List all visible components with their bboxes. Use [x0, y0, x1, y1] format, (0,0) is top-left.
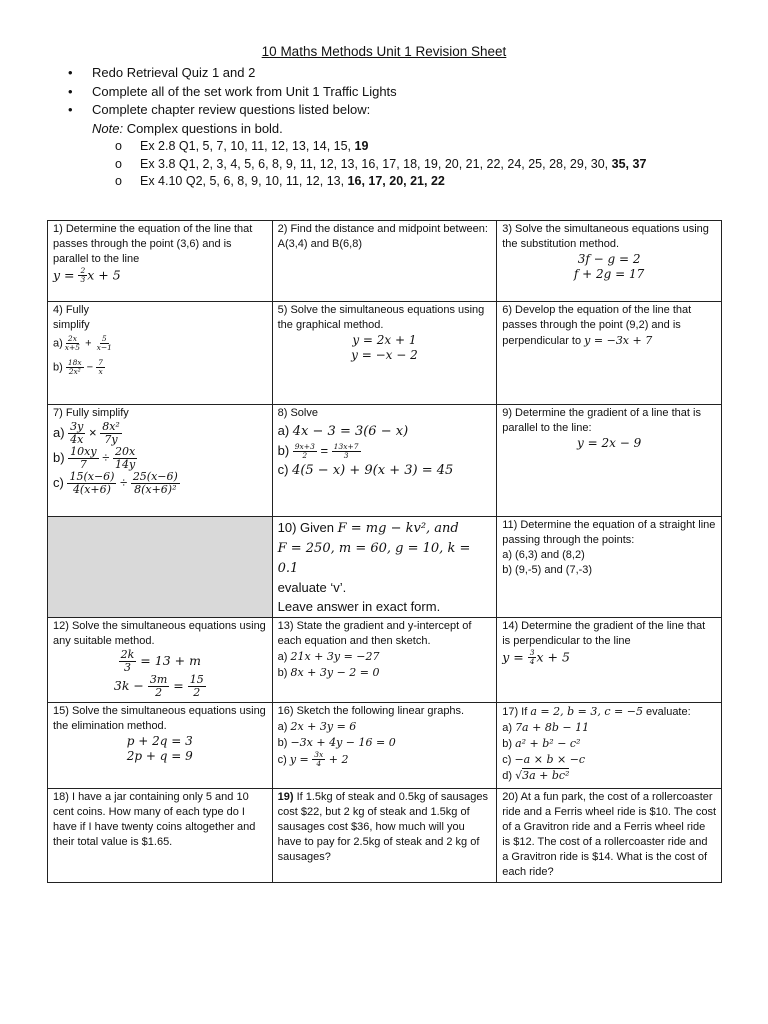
question-cell-19: 19) If 1.5kg of steak and 0.5kg of sausages cost $22, but 2 kg of steak and 1.5kg of sausages cost $36, how much will you have to pay for 2.5kg of steak and 2 kg of sausages? [272, 789, 497, 883]
question-cell-2: 2) Find the distance and midpoint between: A(3,4) and B(6,8) [272, 221, 497, 302]
question-cell-8: 8) Solve a) 4x − 3 = 3(6 − x) b) $\frac{9x+3}{2}$ = $\frac{13x+7}{3}$ c) 4(5 − x) + 9(x + 3) = 45 [272, 405, 497, 517]
question-cell-13: 13) State the gradient and y-intercept of each equation and then sketch. a) 21x + 3y = −27 b) 8x + 3y − 2 = 0 [272, 618, 497, 703]
questions-table [47, 220, 722, 883]
instructions-list [68, 64, 646, 191]
question-cell-11: 11) Determine the equation of a straight line passing through the points: a) (6,3) and (8,2) b) (9,-5) and (7,-3) [497, 517, 722, 618]
blank-cell [48, 517, 273, 618]
question-cell-7: 7) Fully simplify a) $\frac{3y}{4x}$ × $\frac{\text{8x²}}{7y}$ b) $\frac{10xy}{7}$ ÷ $\frac{20x}{14y}$ c) $\frac{15(x-6)}{4(x+6)}$ ÷ $\frac{25(x-6)}{\text{8(x+6)²}}$ [48, 405, 273, 517]
exercise-item: o Ex 2.8 Q1, 5, 7, 10, 11, 12, 13, 14, 15, 19 [115, 139, 369, 153]
question-cell-6: 6) Develop the equation of the line that passes through the point (9,2) and is perpendicular to y = −3x + 7 [497, 302, 722, 405]
question-cell-3: 3) Solve the simultaneous equations using the substitution method. 3f − g = 2 f + 2g = 17 [497, 221, 722, 302]
list-item: • Redo Retrieval Quiz 1 and 2 [68, 65, 256, 80]
question-cell-5: 5) Solve the simultaneous equations using the graphical method. y = 2x + 1 y = −x − 2 [272, 302, 497, 405]
question-cell-9: 9) Determine the gradient of a line that is parallel to the line: y = 2x − 9 [497, 405, 722, 517]
list-item: • Complete all of the set work from Unit 1 Traffic Lights [68, 83, 397, 99]
question-cell-12: 12) Solve the simultaneous equations using any suitable method. $\frac{2k}{3}$ = 13 + m 3k − $\frac{3m}{2}$ = $\frac{15}{2}$ [48, 618, 273, 703]
question-cell-15: 15) Solve the simultaneous equations using the elimination method. p + 2q = 3 2p + q = 9 [48, 703, 273, 789]
list-item: • Complete chapter review questions listed below: [68, 102, 371, 117]
question-cell-10: 10) Given F = mg − kv², and F = 250, m = 60, g = 10, k = 0.1 evaluate ‘v’. Leave answer in exact form. [272, 517, 497, 618]
exercise-item: o Ex 3.8 Q1, 2, 3, 4, 5, 6, 8, 9, 11, 12, 13, 16, 17, 18, 19, 20, 21, 22, 24, 25, 28, 29, 30, 35, 37 [115, 156, 647, 171]
question-cell-14: 14) Determine the gradient of the line that is perpendicular to the line y = $\frac{3}{4}$ x + 5 [497, 618, 722, 703]
question-cell-18: 18) I have a jar containing only 5 and 10 cent coins. How many of each type do I have if I have twenty coins altogether and their total value is $1.65. [48, 789, 273, 883]
page-title: 10 Maths Methods Unit 1 Revision Sheet [261, 44, 507, 59]
question-cell-1: 1) Determine the equation of the line that passes through the point (3,6) and is parallel to the line y = $\frac{2}{3}$ x + 5 [48, 221, 273, 302]
exercise-item: o Ex 4.10 Q2, 5, 6, 8, 9, 10, 11, 12, 13, 16, 17, 20, 21, 22 [115, 174, 445, 188]
question-cell-4: 4) Fully simplify a) $\frac{2x}{x+5}$ + $\frac{5}{x-1}$ b) $\frac{18x}{\text{2x²}}$ − $\frac{7}{x}$ [48, 302, 273, 405]
question-cell-16: 16) Sketch the following linear graphs. a) 2x + 3y = 6 b) −3x + 4y − 16 = 0 c) y = $\frac{3x}{4}$ + 2 [272, 703, 497, 789]
question-cell-20: 20) At a fun park, the cost of a rollercoaster ride and a Ferris wheel ride is $10. The cost of a Gravitron ride and a Ferris wheel ride is $12. The cost of a rollercoaster ride and a Gravitron ride is $14. What is the cost of each ride? [497, 789, 722, 883]
note: Note: Complex questions in bold. [92, 120, 283, 136]
question-cell-17: 17) If a = 2, b = 3, c = −5 evaluate: a) 7a + 8b − 11 b) a² + b² − c² c) −a × b × −c d) √3a + bc² [497, 703, 722, 789]
